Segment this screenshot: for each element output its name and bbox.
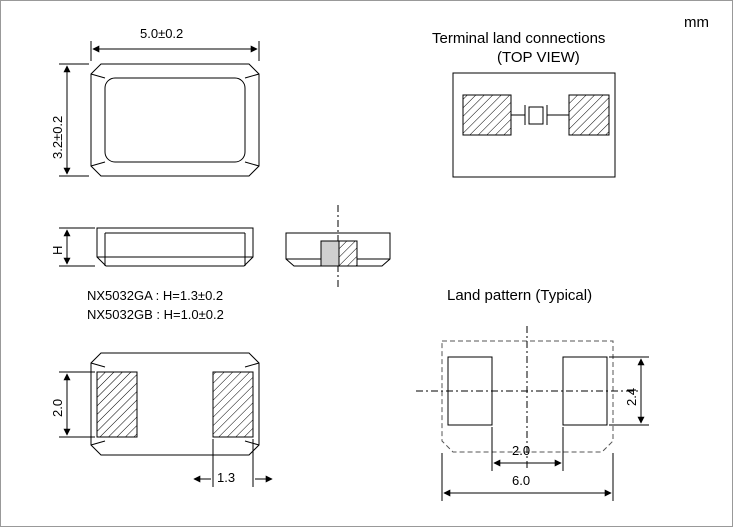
land-pattern-title: Land pattern (Typical) — [447, 287, 593, 304]
land-pattern-diagram — [416, 326, 649, 501]
terminal-land-title-line2: (TOP VIEW) — [497, 49, 580, 66]
top-view-outline — [91, 64, 259, 176]
side-view-front — [97, 228, 253, 266]
terminal-land-diagram — [453, 73, 615, 177]
bottom-view-pad-height-value: 2.0 — [50, 398, 65, 417]
top-view-width-value: 5.0±0.2 — [140, 26, 184, 41]
side-view-height-label: H — [50, 245, 65, 255]
land-pattern-pad-height-value: 2.4 — [624, 387, 639, 406]
terminal-land-title-line1: Terminal land connections — [432, 30, 606, 47]
bottom-view-pad-width-value: 1.3 — [217, 470, 236, 485]
top-view-width-dimension — [91, 41, 259, 61]
land-pattern-outer-value: 6.0 — [512, 473, 531, 488]
top-view-height-value: 3.2±0.2 — [50, 115, 65, 159]
side-view-note-ga: NX5032GA : H=1.3±0.2 — [87, 288, 224, 303]
drawing-canvas — [1, 1, 733, 527]
side-view-note-gb: NX5032GB : H=1.0±0.2 — [87, 307, 224, 322]
bottom-view-outline — [91, 353, 259, 455]
land-pattern-inner-value: 2.0 — [512, 443, 531, 458]
units-label: mm — [684, 14, 709, 31]
side-view-end — [286, 205, 390, 289]
